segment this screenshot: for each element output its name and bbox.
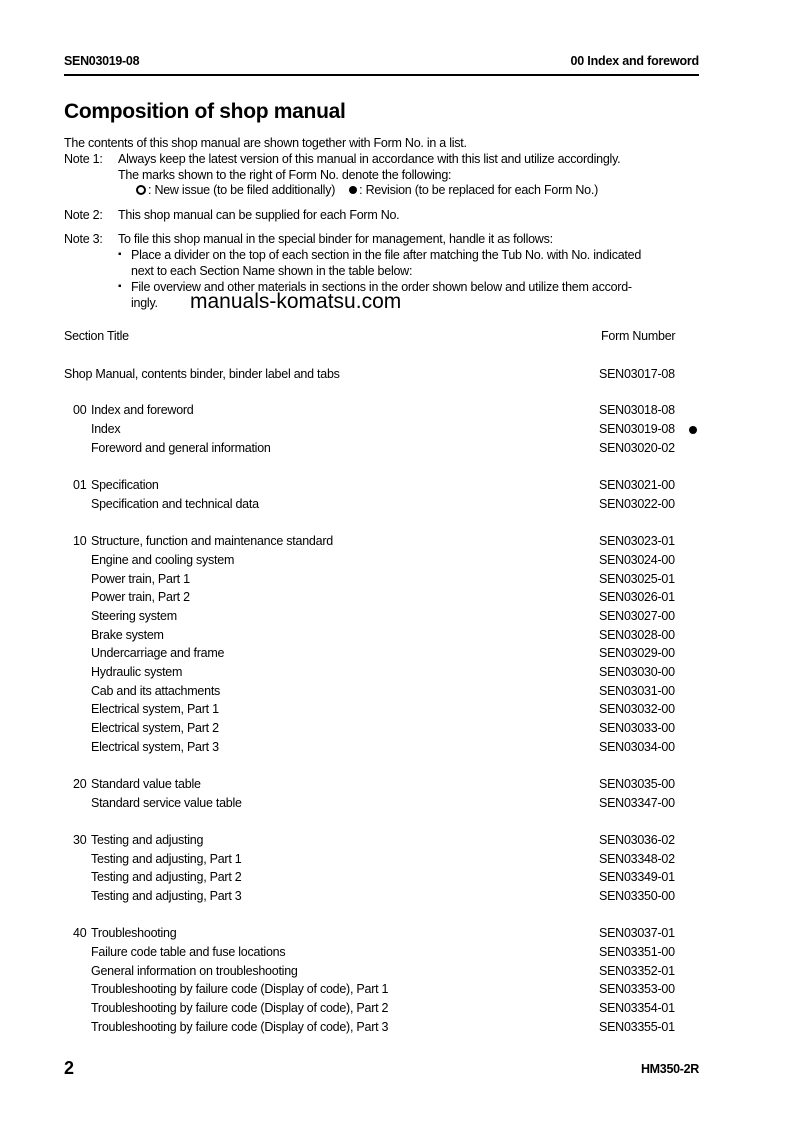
section-title: Specification <box>91 478 159 492</box>
table-row <box>0 684 794 702</box>
form-number: SEN03028-00 <box>599 628 675 642</box>
section-title: Testing and adjusting, Part 1 <box>91 852 242 866</box>
table-row <box>0 367 794 385</box>
form-number: SEN03027-00 <box>599 609 675 623</box>
table-row <box>0 534 794 552</box>
section-title: Electrical system, Part 2 <box>91 721 219 735</box>
intro-text: The contents of this shop manual are shown together with Form No. in a list. <box>64 136 467 150</box>
table-row <box>0 403 794 421</box>
note3-bullet2-line2: ingly. <box>131 296 158 310</box>
form-number: SEN03035-00 <box>599 777 675 791</box>
section-title: Index <box>91 422 121 436</box>
table-row <box>0 665 794 683</box>
table-row <box>0 777 794 795</box>
form-number: SEN03353-00 <box>599 982 675 996</box>
page-number: 2 <box>64 1058 75 1078</box>
form-number: SEN03347-00 <box>599 796 675 810</box>
form-number: SEN03349-01 <box>599 870 675 884</box>
table-row <box>0 964 794 982</box>
table-row <box>0 609 794 627</box>
table-row <box>0 646 794 664</box>
section-title: Steering system <box>91 609 177 623</box>
section-title: Power train, Part 2 <box>91 590 190 604</box>
revision-mark-icon <box>349 186 357 194</box>
header-divider <box>64 74 699 76</box>
section-title: Hydraulic system <box>91 665 183 679</box>
section-title: Index and foreword <box>91 403 194 417</box>
page-title: Composition of shop manual <box>64 100 346 123</box>
form-number: SEN03351-00 <box>599 945 675 959</box>
note2-text: This shop manual can be supplied for each Form No. <box>118 208 400 222</box>
table-row <box>0 497 794 515</box>
table-row <box>0 702 794 720</box>
form-number: SEN03020-02 <box>599 441 675 455</box>
form-number: SEN03019-08 <box>599 422 675 436</box>
note3-text: To file this shop manual in the special binder for management, handle it as follows: <box>118 232 553 246</box>
section-title: Failure code table and fuse locations <box>91 945 286 959</box>
bullet-icon: ▪ <box>118 249 122 260</box>
form-number: SEN03024-00 <box>599 553 675 567</box>
new-issue-mark-label: : New issue (to be filed additionally) <box>148 183 336 197</box>
table-row <box>0 572 794 590</box>
section-title: Electrical system, Part 3 <box>91 740 219 754</box>
section-number: 30 <box>73 833 87 847</box>
section-title: Shop Manual, contents binder, binder label and tabs <box>64 367 340 381</box>
section-title: Troubleshooting by failure code (Display of code), Part 1 <box>91 982 389 996</box>
table-row <box>0 441 794 459</box>
table-row <box>0 833 794 851</box>
section-title: Testing and adjusting, Part 2 <box>91 870 242 884</box>
section-number: 10 <box>73 534 87 548</box>
table-row <box>0 889 794 907</box>
table-row <box>0 590 794 608</box>
table-row <box>0 721 794 739</box>
table-row <box>0 478 794 496</box>
form-number: SEN03023-01 <box>599 534 675 548</box>
form-number: SEN03031-00 <box>599 684 675 698</box>
form-number: SEN03030-00 <box>599 665 675 679</box>
new-issue-mark-icon <box>136 185 146 195</box>
section-title: Standard value table <box>91 777 201 791</box>
form-number: SEN03025-01 <box>599 572 675 586</box>
note3-bullet1-line1: Place a divider on the top of each section in the file after matching the Tub No. with No. indicated <box>131 248 642 262</box>
section-title: Troubleshooting <box>91 926 177 940</box>
form-number: SEN03354-01 <box>599 1001 675 1015</box>
section-title: Troubleshooting by failure code (Display of code), Part 3 <box>91 1020 389 1034</box>
section-title: Troubleshooting by failure code (Display of code), Part 2 <box>91 1001 389 1015</box>
mark-legend <box>136 182 598 198</box>
section-title: Brake system <box>91 628 164 642</box>
section-title: Standard service value table <box>91 796 242 810</box>
section-title: Testing and adjusting, Part 3 <box>91 889 242 903</box>
table-row <box>0 422 794 440</box>
note1-line2: The marks shown to the right of Form No. denote the following: <box>118 168 452 182</box>
table-row <box>0 1001 794 1019</box>
column-header-section-title: Section Title <box>64 329 129 343</box>
form-number: SEN03021-00 <box>599 478 675 492</box>
bullet-icon: ▪ <box>118 281 122 292</box>
section-title: Engine and cooling system <box>91 553 235 567</box>
table-row <box>0 945 794 963</box>
form-number: SEN03036-02 <box>599 833 675 847</box>
form-number: SEN03037-01 <box>599 926 675 940</box>
form-number: SEN03355-01 <box>599 1020 675 1034</box>
note3-bullet2-line1: File overview and other materials in sections in the order shown below and utilize them accord- <box>131 280 632 294</box>
table-row <box>0 1020 794 1038</box>
section-number: 00 <box>73 403 87 417</box>
footer-model: HM350-2R <box>640 1062 699 1076</box>
section-title: Foreword and general information <box>91 441 271 455</box>
form-number: SEN03350-00 <box>599 889 675 903</box>
form-number: SEN03352-01 <box>599 964 675 978</box>
table-row <box>0 982 794 1000</box>
form-number: SEN03034-00 <box>599 740 675 754</box>
section-title: Testing and adjusting <box>91 833 204 847</box>
table-row <box>0 926 794 944</box>
note3-label: Note 3: <box>64 232 103 246</box>
table-row <box>0 870 794 888</box>
header-section: 00 Index and foreword <box>570 54 699 68</box>
section-title: Structure, function and maintenance standard <box>91 534 333 548</box>
form-number: SEN03022-00 <box>599 497 675 511</box>
revision-mark-icon <box>689 426 697 434</box>
column-header-form-number: Form Number <box>601 329 676 343</box>
header-doc-number: SEN03019-08 <box>64 54 140 68</box>
section-number: 01 <box>73 478 87 492</box>
form-number: SEN03348-02 <box>599 852 675 866</box>
form-number: SEN03029-00 <box>599 646 675 660</box>
form-number: SEN03018-08 <box>599 403 675 417</box>
form-number: SEN03017-08 <box>599 367 675 381</box>
table-row <box>0 553 794 571</box>
section-number: 40 <box>73 926 87 940</box>
section-number: 20 <box>73 777 87 791</box>
form-number: SEN03026-01 <box>599 590 675 604</box>
table-row <box>0 796 794 814</box>
form-number: SEN03033-00 <box>599 721 675 735</box>
table-row <box>0 628 794 646</box>
section-title: Electrical system, Part 1 <box>91 702 219 716</box>
watermark: manuals-komatsu.com <box>190 290 402 313</box>
section-title: Power train, Part 1 <box>91 572 190 586</box>
revision-mark-label: : Revision (to be replaced for each Form No.) <box>359 183 598 197</box>
section-title: Undercarriage and frame <box>91 646 225 660</box>
section-title: General information on troubleshooting <box>91 964 298 978</box>
note1-label: Note 1: <box>64 152 103 166</box>
table-row <box>0 740 794 758</box>
note3-bullet1-line2: next to each Section Name shown in the table below: <box>131 264 413 278</box>
note2-label: Note 2: <box>64 208 103 222</box>
table-row <box>0 852 794 870</box>
note1-line1: Always keep the latest version of this manual in accordance with this list and utilize accordingly. <box>118 152 621 166</box>
form-number: SEN03032-00 <box>599 702 675 716</box>
section-title: Cab and its attachments <box>91 684 221 698</box>
section-title: Specification and technical data <box>91 497 259 511</box>
